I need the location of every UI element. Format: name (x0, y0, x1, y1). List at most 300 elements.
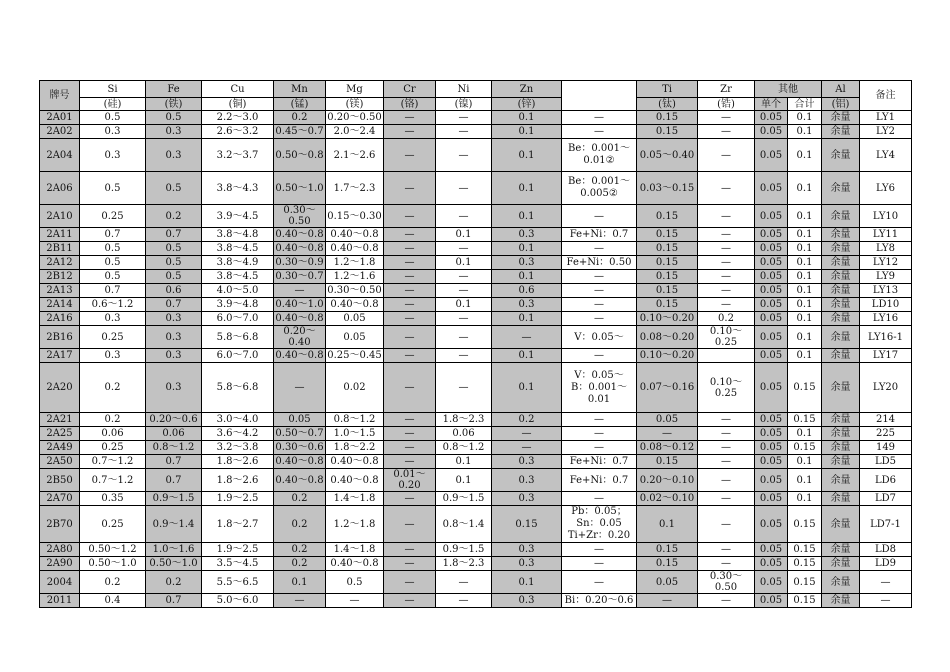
cell-cu: 5.8～6.8 (202, 363, 274, 413)
table-row (40, 543, 912, 557)
cell-mg: 0.5 (326, 571, 384, 594)
cell-total: 0.1 (788, 492, 822, 506)
header-cu: Cu (202, 81, 274, 98)
cell-zr: — (698, 441, 755, 455)
cell-cr: — (384, 312, 436, 326)
table-row (40, 242, 912, 256)
cell-single: 0.05 (755, 557, 788, 571)
cell-extra: — (562, 298, 637, 312)
cell-grade: 2004 (40, 571, 80, 594)
cell-mg: 2.0～2.4 (326, 125, 384, 139)
cell-extra: — (562, 349, 637, 363)
table-row (40, 441, 912, 455)
cell-zn: 0.3 (492, 557, 562, 571)
cell-cr: — (384, 284, 436, 298)
cell-single: 0.05 (755, 270, 788, 284)
cell-mg: 0.30～0.50 (327, 285, 382, 296)
cell-mn: 0.40～0.8 (275, 229, 324, 240)
cell-si: 0.50～1.0 (80, 557, 146, 571)
cell-zr: — (698, 469, 755, 492)
cell-al: 余量 (822, 557, 860, 571)
cell-grade: 2A02 (40, 125, 80, 139)
header-zr-cn: (锆) (698, 98, 755, 111)
cell-single: 0.05 (755, 571, 788, 594)
cell-extra: — (562, 492, 637, 506)
cell-ti: 0.15 (637, 205, 698, 228)
note-line: 0.005② (580, 188, 618, 199)
cell-cr: — (384, 363, 436, 413)
cell-grade: 2A13 (40, 284, 80, 298)
table-row (40, 270, 912, 284)
cell-cu: 3.8～4.5 (202, 242, 274, 256)
cell-cu: 3.0～4.0 (202, 413, 274, 427)
cell-fe: 0.3 (146, 326, 202, 349)
table-row (40, 228, 912, 242)
cell-zr: — (698, 594, 755, 608)
cell-ni: — (436, 139, 492, 172)
cell-zr: — (698, 284, 755, 298)
cell-cu: 5.8～6.8 (202, 326, 274, 349)
cell-cu: 1.9～2.5 (202, 492, 274, 506)
header-cr: Cr (384, 81, 436, 98)
cell-si: 0.5 (80, 172, 146, 205)
cell-al: 余量 (822, 312, 860, 326)
table-row (40, 125, 912, 139)
cell-fe: 0.5 (146, 111, 202, 125)
cell-total: 0.1 (788, 205, 822, 228)
table-row (40, 205, 912, 228)
cell-mg: 1.4～1.8 (326, 543, 384, 557)
cell-grade: 2A06 (40, 172, 80, 205)
cell-remark: LY9 (860, 270, 912, 284)
cell-single: 0.05 (755, 349, 788, 363)
cell-mg: 0.05 (326, 312, 384, 326)
cell-zr: 0.30～0.50 (698, 571, 755, 594)
cell-grade: 2011 (40, 594, 80, 608)
cell-fe: 0.3 (146, 363, 202, 413)
cell-total: 0.1 (788, 298, 822, 312)
cell-extra: — (562, 111, 637, 125)
cell-cr: — (384, 270, 436, 284)
cell-zn: 0.3 (492, 228, 562, 242)
cell-grade: 2A90 (40, 557, 80, 571)
cell-si: 0.25 (80, 205, 146, 228)
cell-total: 0.1 (788, 312, 822, 326)
table-row (40, 413, 912, 427)
cell-zn: 0.3 (492, 455, 562, 469)
cell-cu: 3.5～4.5 (202, 557, 274, 571)
cell-al: 余量 (822, 111, 860, 125)
cell-cr: — (384, 111, 436, 125)
table-row (40, 557, 912, 571)
cell-extra: — (562, 571, 637, 594)
cell-al: 余量 (822, 228, 860, 242)
header-mg: Mg (326, 81, 384, 98)
cell-ni: — (436, 349, 492, 363)
cell-zr: — (698, 125, 755, 139)
cell-ni: 0.1 (436, 455, 492, 469)
cell-grade: 2A80 (40, 543, 80, 557)
cell-fe: 0.5 (146, 172, 202, 205)
cell-zr (698, 349, 755, 363)
cell-remark: LD8 (860, 543, 912, 557)
cell-mn: 0.40～0.8 (275, 350, 324, 361)
cell-ni: 1.8～2.3 (436, 557, 492, 571)
cell-grade: 2A16 (40, 312, 80, 326)
cell-mg: 0.40～0.8 (326, 242, 384, 256)
header-cu-cn: (铜) (202, 98, 274, 111)
cell-mn: 0.40～1.0 (275, 299, 324, 310)
cell-cu: 6.0～7.0 (202, 312, 274, 326)
cell-zn: 0.1 (492, 242, 562, 256)
cell-total: 0.1 (788, 228, 822, 242)
cell-single: 0.05 (755, 111, 788, 125)
cell-extra: — (562, 125, 637, 139)
cell-zr: — (698, 242, 755, 256)
cell-remark: LY16 (860, 312, 912, 326)
cell-grade: 2A50 (40, 455, 80, 469)
note-line: 0.01 (587, 393, 611, 405)
cell-mn: 0.1 (274, 571, 326, 594)
cell-cr: — (384, 326, 436, 349)
cell-single: 0.05 (755, 469, 788, 492)
cell-zn: 0.6 (492, 284, 562, 298)
header-total: 合计 (788, 98, 822, 111)
header-fe-cn: (铁) (146, 98, 202, 111)
cell-zn: 0.1 (492, 349, 562, 363)
cell-ni: — (436, 284, 492, 298)
cell-cr: — (384, 298, 436, 312)
cell-extra (562, 139, 637, 172)
cell-mn: 0.2 (274, 543, 326, 557)
cell-ti: 0.02～0.10 (637, 492, 698, 506)
cell-mg: 0.05 (326, 326, 384, 349)
table-row (40, 284, 912, 298)
cell-cr: — (384, 557, 436, 571)
cell-mg: 0.02 (326, 363, 384, 413)
cell-si: 0.7 (80, 228, 146, 242)
cell-extra: Fe+Ni：0.7 (562, 228, 637, 242)
cell-grade: 2A21 (40, 413, 80, 427)
cell-remark: 225 (860, 427, 912, 441)
cell-grade: 2B70 (40, 506, 80, 543)
header-fe: Fe (146, 81, 202, 98)
cell-ni: — (436, 270, 492, 284)
cell-ni: — (436, 172, 492, 205)
cell-cu: 1.8～2.6 (202, 455, 274, 469)
cell-single: 0.05 (755, 312, 788, 326)
header-zn-cn: (锌) (492, 98, 562, 111)
header-remark: 备注 (860, 81, 912, 111)
cell-mg: — (326, 594, 384, 608)
cell-extra: Fe+Ni：0.7 (562, 455, 637, 469)
cell-total: 0.1 (788, 242, 822, 256)
cell-ni: 0.1 (436, 228, 492, 242)
cell-mn: — (274, 363, 326, 413)
cell-cr: — (384, 413, 436, 427)
cell-cr: — (384, 492, 436, 506)
cell-zr: — (698, 543, 755, 557)
cell-total: 0.1 (788, 256, 822, 270)
cell-zr: — (698, 455, 755, 469)
cell-cr: — (384, 139, 436, 172)
cell-remark: 149 (860, 441, 912, 455)
header-si: Si (80, 81, 146, 98)
note-line: 0.01② (583, 155, 615, 166)
note-line: Be：0.001～ (568, 143, 630, 154)
cell-al: 余量 (822, 413, 860, 427)
cell-remark: LY8 (860, 242, 912, 256)
cell-mg: 0.8～1.2 (326, 413, 384, 427)
cell-si: 0.6～1.2 (80, 298, 146, 312)
table-row (40, 469, 912, 492)
cell-mg: 0.40～0.8 (326, 228, 384, 242)
cell-mn: 0.40～0.8 (275, 243, 324, 254)
cell-fe: 0.7 (146, 469, 202, 492)
cell-fe: 0.5 (146, 242, 202, 256)
cell-ti: — (637, 427, 698, 441)
cell-fe: 0.2 (146, 571, 202, 594)
cell-mg: 0.25～0.45 (327, 350, 382, 361)
cell-al: 余量 (822, 349, 860, 363)
table-row (40, 492, 912, 506)
header-zn: Zn (492, 81, 562, 98)
cell-single: 0.05 (755, 441, 788, 455)
cell-ni: — (436, 326, 492, 349)
table-row (40, 256, 912, 270)
cell-mg: 0.40～0.8 (326, 469, 384, 492)
table-row (40, 363, 912, 413)
note-line: Be：0.001～ (568, 176, 630, 187)
cell-ni: 0.1 (436, 469, 492, 492)
cell-extra: Fe+Ni：0.50 (562, 256, 637, 270)
cell-remark: LY12 (860, 256, 912, 270)
table-row (40, 298, 912, 312)
header-mn: Mn (274, 81, 326, 98)
header-zr: Zr (698, 81, 755, 98)
cell-cu: 1.9～2.5 (202, 543, 274, 557)
cell-extra: — (562, 413, 637, 427)
header-row-1 (40, 81, 912, 98)
cell-single: 0.05 (755, 455, 788, 469)
cell-ni: — (436, 594, 492, 608)
cell-cu: 5.5～6.5 (202, 571, 274, 594)
cell-grade: 2A25 (40, 427, 80, 441)
cell-single: 0.05 (755, 205, 788, 228)
cell-fe: 0.9～1.4 (146, 506, 202, 543)
cell-cu: 1.8～2.7 (202, 506, 274, 543)
cell-ti: 0.15 (637, 455, 698, 469)
cell-si: 0.5 (80, 242, 146, 256)
cell-remark: LD7-1 (860, 506, 912, 543)
cell-zr: — (698, 298, 755, 312)
cell-ti: 0.1 (637, 506, 698, 543)
cell-mn: 0.45～0.7 (275, 126, 324, 137)
cell-si: 0.25 (80, 441, 146, 455)
cell-si: 0.7 (80, 284, 146, 298)
cell-cu: 1.8～2.6 (202, 469, 274, 492)
cell-ni: 0.8～1.2 (436, 441, 492, 455)
cell-mn: 0.50～0.8 (274, 139, 326, 172)
cell-single: 0.05 (755, 298, 788, 312)
cell-total: 0.1 (788, 284, 822, 298)
header-single: 单个 (755, 98, 788, 111)
cell-al: 余量 (822, 256, 860, 270)
cell-ti: 0.15 (637, 228, 698, 242)
cell-zr: — (698, 413, 755, 427)
cell-extra: — (562, 242, 637, 256)
cell-zr: — (698, 205, 755, 228)
cell-mn: 0.40～0.8 (274, 469, 326, 492)
cell-total: 0.1 (788, 455, 822, 469)
cell-zn: 0.15 (492, 506, 562, 543)
cell-mg: 1.8～2.2 (326, 441, 384, 455)
cell-single: 0.05 (755, 427, 788, 441)
cell-ni: — (436, 125, 492, 139)
cell-al: 余量 (822, 492, 860, 506)
cell-remark: — (860, 594, 912, 608)
cell-ni: 0.9～1.5 (436, 543, 492, 557)
note-line: Pb：0.05； (571, 506, 627, 517)
cell-mn: — (274, 284, 326, 298)
cell-zn: 0.1 (492, 363, 562, 413)
cell-mg: 1.7～2.3 (326, 172, 384, 205)
cell-mn: 0.40～0.8 (275, 313, 324, 324)
cell-remark: 214 (860, 413, 912, 427)
cell-ti: 0.15 (637, 298, 698, 312)
cell-fe: 0.8～1.2 (146, 441, 202, 455)
cell-mg: 0.40～0.8 (326, 298, 384, 312)
cell-mn: 0.2 (274, 492, 326, 506)
cell-remark: LY16-1 (860, 326, 912, 349)
cell-si: 0.3 (80, 312, 146, 326)
cell-remark: LD7 (860, 492, 912, 506)
header-ti: Ti (637, 81, 698, 98)
cell-ni: 0.9～1.5 (436, 492, 492, 506)
cell-mg: 0.40～0.8 (326, 455, 384, 469)
cell-mg: 1.2～1.8 (326, 256, 384, 270)
cell-mn: 0.2 (274, 506, 326, 543)
header-mn-cn: (锰) (274, 98, 326, 111)
cell-cu: 3.2～3.8 (202, 441, 274, 455)
cell-zn: 0.2 (492, 413, 562, 427)
cell-cu: 3.6～4.2 (202, 427, 274, 441)
cell-cr: 0.01～0.20 (384, 469, 436, 492)
cell-single: 0.05 (755, 594, 788, 608)
cell-zr: 0.10～0.25 (698, 363, 755, 413)
cell-ti: 0.08～0.12 (637, 441, 698, 455)
composition-table (39, 80, 912, 608)
cell-zr: 0.10～0.25 (698, 326, 755, 349)
cell-grade: 2A17 (40, 349, 80, 363)
cell-single: 0.05 (755, 506, 788, 543)
cell-mg: 0.15～0.30 (326, 205, 384, 228)
cell-total: 0.15 (788, 543, 822, 557)
cell-fe: 0.5 (146, 256, 202, 270)
cell-mn: 0.2 (274, 111, 326, 125)
cell-mn: — (274, 594, 326, 608)
note-line: V：0.05～ (574, 369, 624, 381)
cell-mg: 1.2～1.8 (326, 506, 384, 543)
cell-ni: — (436, 242, 492, 256)
cell-mn: 0.30～0.50 (274, 205, 326, 228)
cell-total: 0.1 (788, 125, 822, 139)
cell-grade: 2A01 (40, 111, 80, 125)
table-row (40, 111, 912, 125)
cell-zn: 0.1 (492, 139, 562, 172)
cell-single: 0.05 (755, 492, 788, 506)
cell-si: 0.2 (80, 571, 146, 594)
cell-fe: 0.9～1.5 (146, 492, 202, 506)
cell-mn: 0.40～0.8 (275, 456, 324, 467)
cell-cr: — (384, 455, 436, 469)
cell-si: 0.5 (80, 111, 146, 125)
cell-zn: 0.3 (492, 594, 562, 608)
cell-remark: LY11 (860, 228, 912, 242)
cell-ti: 0.15 (637, 557, 698, 571)
cell-zn: 0.1 (492, 270, 562, 284)
cell-ti: 0.15 (637, 242, 698, 256)
cell-total: 0.1 (788, 326, 822, 349)
cell-al: 余量 (822, 363, 860, 413)
cell-zn: 0.1 (492, 111, 562, 125)
cell-mn: 0.30～0.9 (275, 257, 324, 268)
cell-si: 0.35 (80, 492, 146, 506)
cell-zr: 0.2 (698, 312, 755, 326)
cell-zr: — (698, 557, 755, 571)
cell-remark: LY6 (860, 172, 912, 205)
cell-cu: 6.0～7.0 (202, 349, 274, 363)
cell-zr: — (698, 139, 755, 172)
cell-cu: 4.0～5.0 (202, 284, 274, 298)
cell-grade: 2A12 (40, 256, 80, 270)
cell-fe: 0.20～0.6 (146, 413, 202, 427)
cell-total: 0.1 (788, 469, 822, 492)
table-row (40, 172, 912, 205)
cell-extra: — (562, 441, 637, 455)
cell-single: 0.05 (755, 284, 788, 298)
cell-fe: 0.06 (146, 427, 202, 441)
cell-al: 余量 (822, 242, 860, 256)
header-al-cn: (铝) (822, 98, 860, 111)
cell-ti: 0.15 (637, 270, 698, 284)
cell-cu: 3.8～4.5 (202, 270, 274, 284)
cell-zr: — (698, 111, 755, 125)
cell-al: 余量 (822, 469, 860, 492)
header-cr-cn: (铬) (384, 98, 436, 111)
cell-ti: 0.03～0.15 (637, 172, 698, 205)
cell-fe: 0.7 (146, 228, 202, 242)
cell-grade: 2A14 (40, 298, 80, 312)
cell-zn: 0.1 (492, 125, 562, 139)
cell-al: 余量 (822, 543, 860, 557)
cell-total: 0.1 (788, 349, 822, 363)
cell-si: 0.3 (80, 349, 146, 363)
cell-remark: LY4 (860, 139, 912, 172)
cell-fe: 0.2 (146, 205, 202, 228)
header-row-2 (40, 98, 912, 111)
cell-ni: 0.8～1.4 (436, 506, 492, 543)
header-grade: 牌号 (40, 81, 80, 111)
cell-remark: LY2 (860, 125, 912, 139)
cell-fe: 0.7 (146, 594, 202, 608)
cell-single: 0.05 (755, 326, 788, 349)
cell-ni: 1.8～2.3 (436, 413, 492, 427)
cell-ni: — (436, 312, 492, 326)
cell-si: 0.4 (80, 594, 146, 608)
cell-ni: — (436, 571, 492, 594)
cell-cu: 3.2～3.7 (202, 139, 274, 172)
